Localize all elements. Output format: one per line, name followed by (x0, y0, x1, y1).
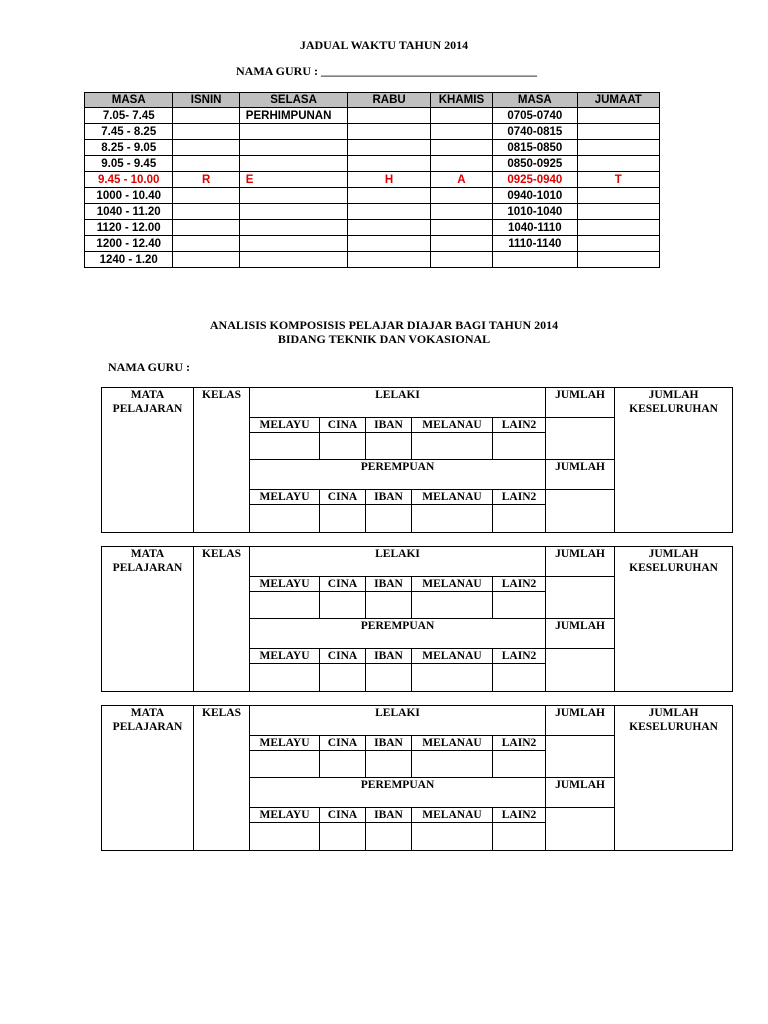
race-header-cina: CINA (320, 490, 366, 505)
jumlah-header: JUMLAH (546, 619, 615, 649)
timetable-cell: 0815-0850 (493, 140, 577, 156)
race-header-iban: IBAN (366, 808, 412, 823)
timetable-cell: 9.05 - 9.45 (85, 156, 173, 172)
race-header-melanau: MELANAU (412, 490, 493, 505)
timetable-cell: A (430, 172, 492, 188)
lelaki-count-cell (493, 751, 546, 778)
timetable-cell: 7.45 - 8.25 (85, 124, 173, 140)
jumlah-header: JUMLAH (546, 778, 615, 808)
timetable-row (85, 156, 660, 172)
jumlah-header: JUMLAH (546, 388, 615, 418)
timetable-cell: 0925-0940 (493, 172, 577, 188)
timetable-cell (577, 252, 659, 268)
race-header-iban: IBAN (366, 577, 412, 592)
timetable-cell (430, 204, 492, 220)
race-header-cina: CINA (320, 808, 366, 823)
timetable-cell: 1200 - 12.40 (85, 236, 173, 252)
perempuan-header: PEREMPUAN (250, 619, 546, 649)
race-header-lain2: LAIN2 (493, 490, 546, 505)
lelaki-count-cell (412, 751, 493, 778)
perempuan-count-cell (366, 505, 412, 533)
jumlah-keseluruhan-header: JUMLAH KESELURUHAN (615, 388, 733, 533)
timetable-cell (173, 252, 239, 268)
timetable-cell: 8.25 - 9.05 (85, 140, 173, 156)
lelaki-count-cell (493, 592, 546, 619)
race-header-melanau: MELANAU (412, 577, 493, 592)
timetable-header-jumaat: JUMAAT (577, 93, 659, 108)
timetable-cell (348, 252, 430, 268)
lelaki-count-cell (366, 433, 412, 460)
lelaki-header: LELAKI (250, 706, 546, 736)
timetable-cell: 1110-1140 (493, 236, 577, 252)
mata-pelajaran-header: MATA PELAJARAN (102, 706, 194, 851)
analysis-table (101, 387, 733, 533)
timetable-header-row (85, 93, 660, 108)
perempuan-header: PEREMPUAN (250, 460, 546, 490)
perempuan-count-cell (412, 823, 493, 851)
race-header-iban: IBAN (366, 490, 412, 505)
timetable-header-masa: MASA (493, 93, 577, 108)
timetable-row (85, 204, 660, 220)
race-header-cina: CINA (320, 418, 366, 433)
timetable-cell (577, 140, 659, 156)
timetable-cell: T (577, 172, 659, 188)
timetable-cell: 1040-1110 (493, 220, 577, 236)
lelaki-count-cell (366, 592, 412, 619)
race-header-melayu: MELAYU (250, 490, 320, 505)
timetable-cell: R (173, 172, 239, 188)
perempuan-count-cell (366, 823, 412, 851)
timetable-cell (348, 124, 430, 140)
race-header-melanau: MELANAU (412, 649, 493, 664)
jumlah-perempuan-cell (546, 490, 615, 533)
timetable-cell (493, 252, 577, 268)
perempuan-count-cell (493, 664, 546, 692)
timetable-row (85, 236, 660, 252)
timetable-row (85, 252, 660, 268)
timetable-cell (430, 188, 492, 204)
timetable-cell (173, 124, 239, 140)
timetable-cell (239, 188, 348, 204)
timetable-cell (348, 236, 430, 252)
timetable-cell (173, 220, 239, 236)
lelaki-count-cell (412, 592, 493, 619)
timetable-cell (430, 220, 492, 236)
perempuan-count-cell (366, 664, 412, 692)
timetable-cell (430, 108, 492, 124)
timetable-cell: 7.05- 7.45 (85, 108, 173, 124)
race-header-cina: CINA (320, 649, 366, 664)
lelaki-header: LELAKI (250, 547, 546, 577)
timetable-cell (239, 204, 348, 220)
race-header-cina: CINA (320, 577, 366, 592)
timetable-cell: PERHIMPUNAN (239, 108, 348, 124)
perempuan-count-cell (412, 664, 493, 692)
timetable-cell (430, 140, 492, 156)
race-header-cina: CINA (320, 736, 366, 751)
lelaki-header: LELAKI (250, 388, 546, 418)
analysis-table (101, 705, 733, 851)
race-header-melayu: MELAYU (250, 649, 320, 664)
perempuan-count-cell (412, 505, 493, 533)
timetable-cell (239, 220, 348, 236)
timetable-cell: 1000 - 10.40 (85, 188, 173, 204)
perempuan-count-cell (250, 664, 320, 692)
timetable-cell (577, 236, 659, 252)
jumlah-lelaki-cell (546, 418, 615, 460)
timetable-cell: 0705-0740 (493, 108, 577, 124)
jumlah-header: JUMLAH (546, 460, 615, 490)
kelas-header: KELAS (194, 547, 250, 692)
timetable-row (85, 140, 660, 156)
lelaki-count-cell (320, 751, 366, 778)
timetable-cell: 9.45 - 10.00 (85, 172, 173, 188)
timetable-cell (577, 156, 659, 172)
timetable-cell (577, 220, 659, 236)
lelaki-count-cell (412, 433, 493, 460)
race-header-iban: IBAN (366, 736, 412, 751)
race-header-melayu: MELAYU (250, 808, 320, 823)
analysis-title: ANALISIS KOMPOSISIS PELAJAR DIAJAR BAGI TAHUN 2014 (209, 318, 559, 332)
kelas-header: KELAS (194, 388, 250, 533)
lelaki-count-cell (493, 433, 546, 460)
perempuan-count-cell (250, 823, 320, 851)
timetable-cell (577, 204, 659, 220)
timetable-cell: 1040 - 11.20 (85, 204, 173, 220)
timetable-cell (577, 124, 659, 140)
timetable-cell (348, 140, 430, 156)
mata-pelajaran-header: MATA PELAJARAN (102, 547, 194, 692)
perempuan-count-cell (493, 823, 546, 851)
timetable-cell (430, 252, 492, 268)
jumlah-lelaki-cell (546, 577, 615, 619)
jumlah-perempuan-cell (546, 808, 615, 851)
lelaki-count-cell (366, 751, 412, 778)
analysis-table (101, 546, 733, 692)
perempuan-count-cell (320, 664, 366, 692)
timetable-header-masa: MASA (85, 93, 173, 108)
timetable-cell (348, 220, 430, 236)
timetable-cell: 1240 - 1.20 (85, 252, 173, 268)
teacher-name-label: NAMA GURU : (108, 360, 190, 374)
race-header-lain2: LAIN2 (493, 577, 546, 592)
timetable-cell (239, 140, 348, 156)
timetable-cell (348, 188, 430, 204)
perempuan-count-cell (320, 505, 366, 533)
timetable-row (85, 188, 660, 204)
jumlah-keseluruhan-header: JUMLAH KESELURUHAN (615, 706, 733, 851)
jumlah-header: JUMLAH (546, 547, 615, 577)
timetable-cell: 1010-1040 (493, 204, 577, 220)
timetable-cell (239, 236, 348, 252)
timetable (84, 92, 660, 268)
lelaki-count-cell (320, 592, 366, 619)
perempuan-count-cell (493, 505, 546, 533)
timetable-row (85, 172, 660, 188)
timetable-cell (430, 156, 492, 172)
jumlah-header: JUMLAH (546, 706, 615, 736)
timetable-cell (239, 156, 348, 172)
timetable-cell (173, 188, 239, 204)
timetable-header-khamis: KHAMIS (430, 93, 492, 108)
timetable-cell: 1120 - 12.00 (85, 220, 173, 236)
timetable-cell (430, 124, 492, 140)
timetable-header-rabu: RABU (348, 93, 430, 108)
timetable-cell (239, 124, 348, 140)
timetable-cell: H (348, 172, 430, 188)
race-header-lain2: LAIN2 (493, 808, 546, 823)
race-header-lain2: LAIN2 (493, 736, 546, 751)
timetable-row (85, 220, 660, 236)
timetable-cell (173, 140, 239, 156)
timetable-cell (348, 204, 430, 220)
timetable-cell (173, 108, 239, 124)
race-header-iban: IBAN (366, 649, 412, 664)
timetable-cell (348, 156, 430, 172)
analysis-subtitle: BIDANG TEKNIK DAN VOKASIONAL (277, 332, 491, 346)
lelaki-count-cell (250, 433, 320, 460)
timetable-cell (577, 108, 659, 124)
timetable-cell: 0740-0815 (493, 124, 577, 140)
timetable-cell (577, 188, 659, 204)
kelas-header: KELAS (194, 706, 250, 851)
perempuan-count-cell (320, 823, 366, 851)
timetable-cell: E (239, 172, 348, 188)
race-header-lain2: LAIN2 (493, 418, 546, 433)
jumlah-lelaki-cell (546, 736, 615, 778)
lelaki-count-cell (250, 592, 320, 619)
timetable-cell (173, 204, 239, 220)
race-header-melanau: MELANAU (412, 418, 493, 433)
timetable-cell (239, 252, 348, 268)
mata-pelajaran-header: MATA PELAJARAN (102, 388, 194, 533)
timetable-cell (173, 236, 239, 252)
jumlah-keseluruhan-header: JUMLAH KESELURUHAN (615, 547, 733, 692)
timetable-cell (173, 156, 239, 172)
lelaki-count-cell (250, 751, 320, 778)
timetable-cell (348, 108, 430, 124)
perempuan-count-cell (250, 505, 320, 533)
jumlah-perempuan-cell (546, 649, 615, 692)
race-header-melayu: MELAYU (250, 577, 320, 592)
race-header-iban: IBAN (366, 418, 412, 433)
timetable-cell: 0850-0925 (493, 156, 577, 172)
timetable-title: JADUAL WAKTU TAHUN 2014 (299, 38, 469, 52)
timetable-header-isnin: ISNIN (173, 93, 239, 108)
perempuan-header: PEREMPUAN (250, 778, 546, 808)
lelaki-count-cell (320, 433, 366, 460)
race-header-melayu: MELAYU (250, 418, 320, 433)
timetable-cell: 0940-1010 (493, 188, 577, 204)
teacher-name-line: NAMA GURU : ____________________________________ (236, 64, 537, 78)
timetable-row (85, 124, 660, 140)
race-header-lain2: LAIN2 (493, 649, 546, 664)
timetable-row (85, 108, 660, 124)
timetable-cell (430, 236, 492, 252)
timetable-header-selasa: SELASA (239, 93, 348, 108)
race-header-melanau: MELANAU (412, 808, 493, 823)
race-header-melayu: MELAYU (250, 736, 320, 751)
race-header-melanau: MELANAU (412, 736, 493, 751)
